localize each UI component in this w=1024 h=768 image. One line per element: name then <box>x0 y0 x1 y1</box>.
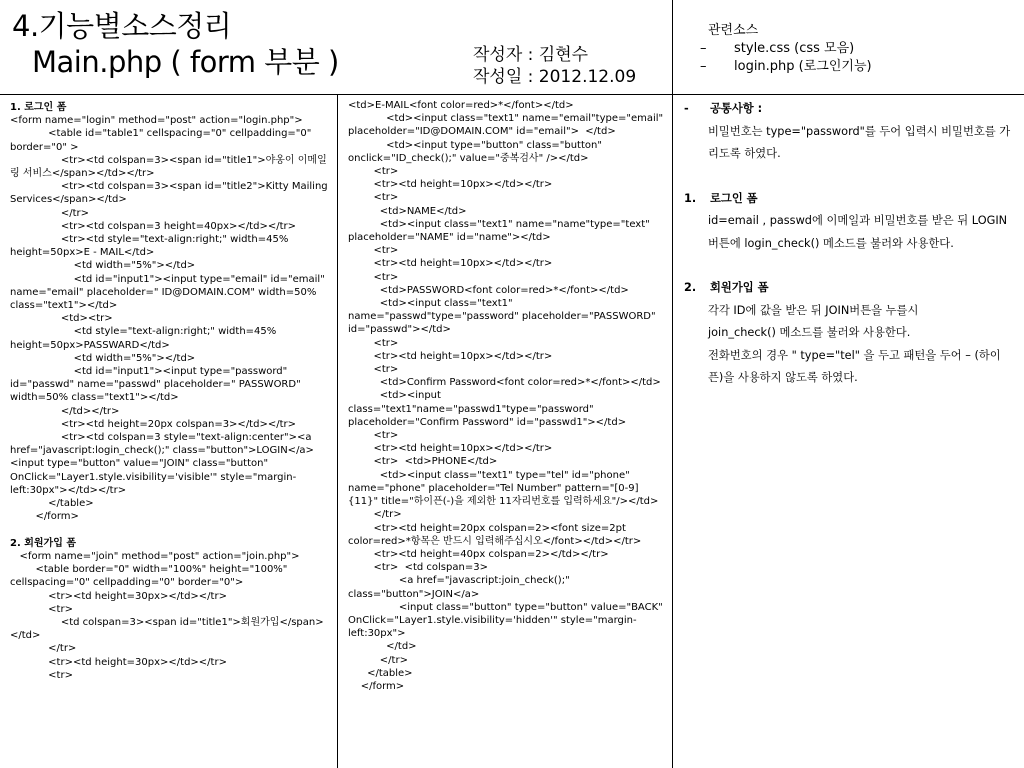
author-name: 작성자 : 김현수 <box>473 45 589 65</box>
related-heading: 관련소스 <box>708 23 759 38</box>
note-title: 공통사항 : <box>710 102 763 115</box>
code-line: </tr> <box>10 207 90 219</box>
code-line: 2. 회원가입 폼 <box>10 537 77 549</box>
related-sources <box>700 22 872 76</box>
note-spacer <box>684 255 1012 277</box>
code-line: <tr><td height=10px></td></tr> <box>348 179 553 191</box>
related-dash: – <box>700 41 707 56</box>
related-item-text: style.css (css 모음) <box>734 41 855 56</box>
code-line: <tr> <box>348 337 399 349</box>
note-spacer <box>684 166 1012 188</box>
author-date: 작성일 : 2012.12.09 <box>473 67 637 87</box>
related-item <box>700 40 872 58</box>
note-text: 비밀번호는 type="password"를 두어 입력시 비밀번호를 가리도록 하였다. <box>708 124 1011 160</box>
code-line: <table id="table1" cellspacing="0" cellpadding="0" border="0" > <box>10 128 315 153</box>
note-login <box>684 188 1012 256</box>
related-dash: – <box>700 59 707 74</box>
code-line: <tr><td colspan=3><span id="title2">Kitty Mailing Services</span></td> <box>10 181 331 206</box>
code-line: <td id="input1"><input type="password" id="passwd" name="passwd" placeholder=" PASSWORD" width=50% class="text1"></td> <box>10 366 304 404</box>
code-line: <td colspan=3><span id="title1">회원가입</span></td> <box>10 616 324 642</box>
note-join <box>684 277 1012 390</box>
note-title: 회원가입 폼 <box>710 281 769 294</box>
code-line: </form> <box>348 680 405 692</box>
code-line: <td>E-MAIL<font color=red>*</font></td> <box>348 100 574 111</box>
code-line: <tr> <box>348 166 399 178</box>
note-body <box>684 121 1012 166</box>
code-line: <tr><td height=20px colspan=3></td></tr> <box>10 418 296 430</box>
code-line: <td>PASSWORD<font color=red>*</font></td> <box>348 284 629 296</box>
divider-main-vertical <box>672 0 673 768</box>
code-line: <td style="text-align:right;" width=45% height=50px>PASSWARD</td> <box>10 326 280 351</box>
code-line: <tr><td colspan=3 height=40px></td></tr> <box>10 220 296 232</box>
code-line: <tr><td height=10px></td></tr> <box>348 258 553 270</box>
note-common <box>684 98 1012 166</box>
code-line: <td width="5%"></td> <box>10 260 196 272</box>
code-line: <tr> <box>348 245 399 257</box>
author-info <box>473 44 636 88</box>
divider-header-horizontal <box>0 94 1024 95</box>
code-line: <td><input class="text1" type="tel" id="phone" name="phone" placeholder="Tel Number" pattern="[0-9]{11}" title="하이픈(-)을 제외한 11자리번호를 입력하세요"/></td> <box>348 469 659 508</box>
note-body <box>684 210 1012 255</box>
note-title: 로그인 폼 <box>710 191 758 205</box>
note-heading <box>684 277 1012 300</box>
code-line: <td><input type="button" class="button" onclick="ID_check();" value="중복검사" /></td> <box>348 139 606 164</box>
code-line: <tr><td height=30px></td></tr> <box>10 656 227 668</box>
code-line: <tr> <td>PHONE</td> <box>348 456 498 468</box>
code-line: <tr><td height=10px></td></tr> <box>348 350 553 362</box>
related-item <box>700 58 872 76</box>
code-line: <input class="button" type="button" value="BACK" OnClick="Layer1.style.visibility='hidden'" style="margin-left:30px"> <box>348 601 666 640</box>
note-body <box>684 300 1012 390</box>
code-line: <tr> <box>10 603 73 615</box>
code-line: <tr> <box>10 669 73 681</box>
code-line: <td><input class="text1" name="passwd"type="password" placeholder="PASSWORD" id="passwd"></td> <box>348 298 659 336</box>
code-line: <td>NAME</td> <box>348 205 467 217</box>
code-line: <td><input class="text1" name="email"type="email" placeholder="ID@DOMAIN.COM" id="email"> </td> <box>348 113 667 138</box>
code-line: <tr><td style="text-align:right;" width=45% height=50px>E - MAIL</td> <box>10 234 292 259</box>
code-line: </form> <box>10 511 79 523</box>
code-line: <td>Confirm Password<font color=red>*</font></td> <box>348 377 661 389</box>
code-line: <td><input class="text1" name="name"type="text" placeholder="NAME" id="name"></td> <box>348 218 653 244</box>
code-line: <td><input class="text1"name="passwd1"type="password" placeholder="Confirm Password" id="passwd1"></td> <box>348 390 627 428</box>
code-line: <tr> <box>348 271 399 283</box>
code-line: <table border="0" width="100%" height="100%" cellspacing="0" cellpadding="0" border="0"> <box>10 564 291 589</box>
code-line: <form name="join" method="post" action="join.php"> <box>10 550 300 562</box>
note-heading <box>684 98 1012 121</box>
code-line: <form name="login" method="post" action="login.php"> <box>10 115 303 127</box>
code-line: </td></tr> <box>10 405 120 417</box>
code-line: <tr><td height=20px colspan=2><font size=2pt color=red>*항목은 반드시 입력해주십시오</font></td></tr> <box>348 522 642 547</box>
page-title-line2: Main.php ( form 부분 ) <box>32 45 339 79</box>
note-text: join_check() 메소드를 불러와 사용한다. <box>708 326 911 339</box>
related-item-text: login.php (로그인기능) <box>734 59 872 74</box>
note-text: 전화번호의 경우 " type="tel" 을 두고 패턴을 두어 – (하이픈)을 사용하지 않도록 하였다. <box>708 348 1001 384</box>
code-line: </tr> <box>348 509 402 521</box>
page-title-line1: 4.기능별소스정리 <box>12 9 232 43</box>
code-line: </table> <box>348 667 413 679</box>
code-line: <tr><td height=40px colspan=2></td></tr> <box>348 548 609 560</box>
code-line <box>10 524 328 537</box>
note-text: 각각 ID에 값을 받은 뒤 JOIN버튼을 누를시 <box>708 303 919 317</box>
note-heading <box>684 188 1012 211</box>
divider-code-columns <box>337 95 338 768</box>
code-line: <td width="5%"></td> <box>10 352 196 364</box>
code-column-right <box>348 99 667 693</box>
code-column-left <box>10 101 331 682</box>
code-line: <tr> <box>348 364 399 376</box>
code-line: <tr><td height=30px></td></tr> <box>10 590 227 602</box>
code-line: <td><tr> <box>10 313 113 325</box>
note-marker: - <box>684 102 689 115</box>
code-line: </td> <box>348 641 417 653</box>
code-line: 1. 로그인 폼 <box>10 102 67 113</box>
note-marker: 2. <box>684 281 697 294</box>
code-line: </tr> <box>10 643 77 655</box>
notes-panel <box>684 98 1012 390</box>
code-line: <td id="input1"><input type="email" id="email" name="email" placeholder=" ID@DOMAIN.COM" width=50% class="text1"></td> <box>10 273 328 312</box>
code-line: <tr><td colspan=3 style="text-align:center"><a href="javascript:login_check();" class="button">LOGIN</a><input type="button" value="JOIN" class="button" OnClick="Layer1.style.visibility='visible'" style="margin-left:30px"></td></tr> <box>10 432 315 496</box>
code-line: </table> <box>10 498 94 510</box>
code-line: <tr> <td colspan=3> <box>348 562 488 574</box>
code-line: <tr> <box>348 192 399 204</box>
code-line: <tr> <box>348 430 399 442</box>
code-line: <tr><td colspan=3><span id="title1">야옹이 이메일링 서비스</span></td></tr> <box>10 154 327 180</box>
code-line: </tr> <box>348 654 408 666</box>
note-text: id=email , passwd에 이메일과 비밀번호를 받은 뒤 LOGIN버튼에 login_check() 메소드를 불러와 사용한다. <box>708 214 1008 250</box>
code-line: <tr><td height=10px></td></tr> <box>348 443 553 455</box>
code-line: <a href="javascript:join_check();" class="button">JOIN</a> <box>348 575 573 600</box>
note-marker: 1. <box>684 191 697 205</box>
